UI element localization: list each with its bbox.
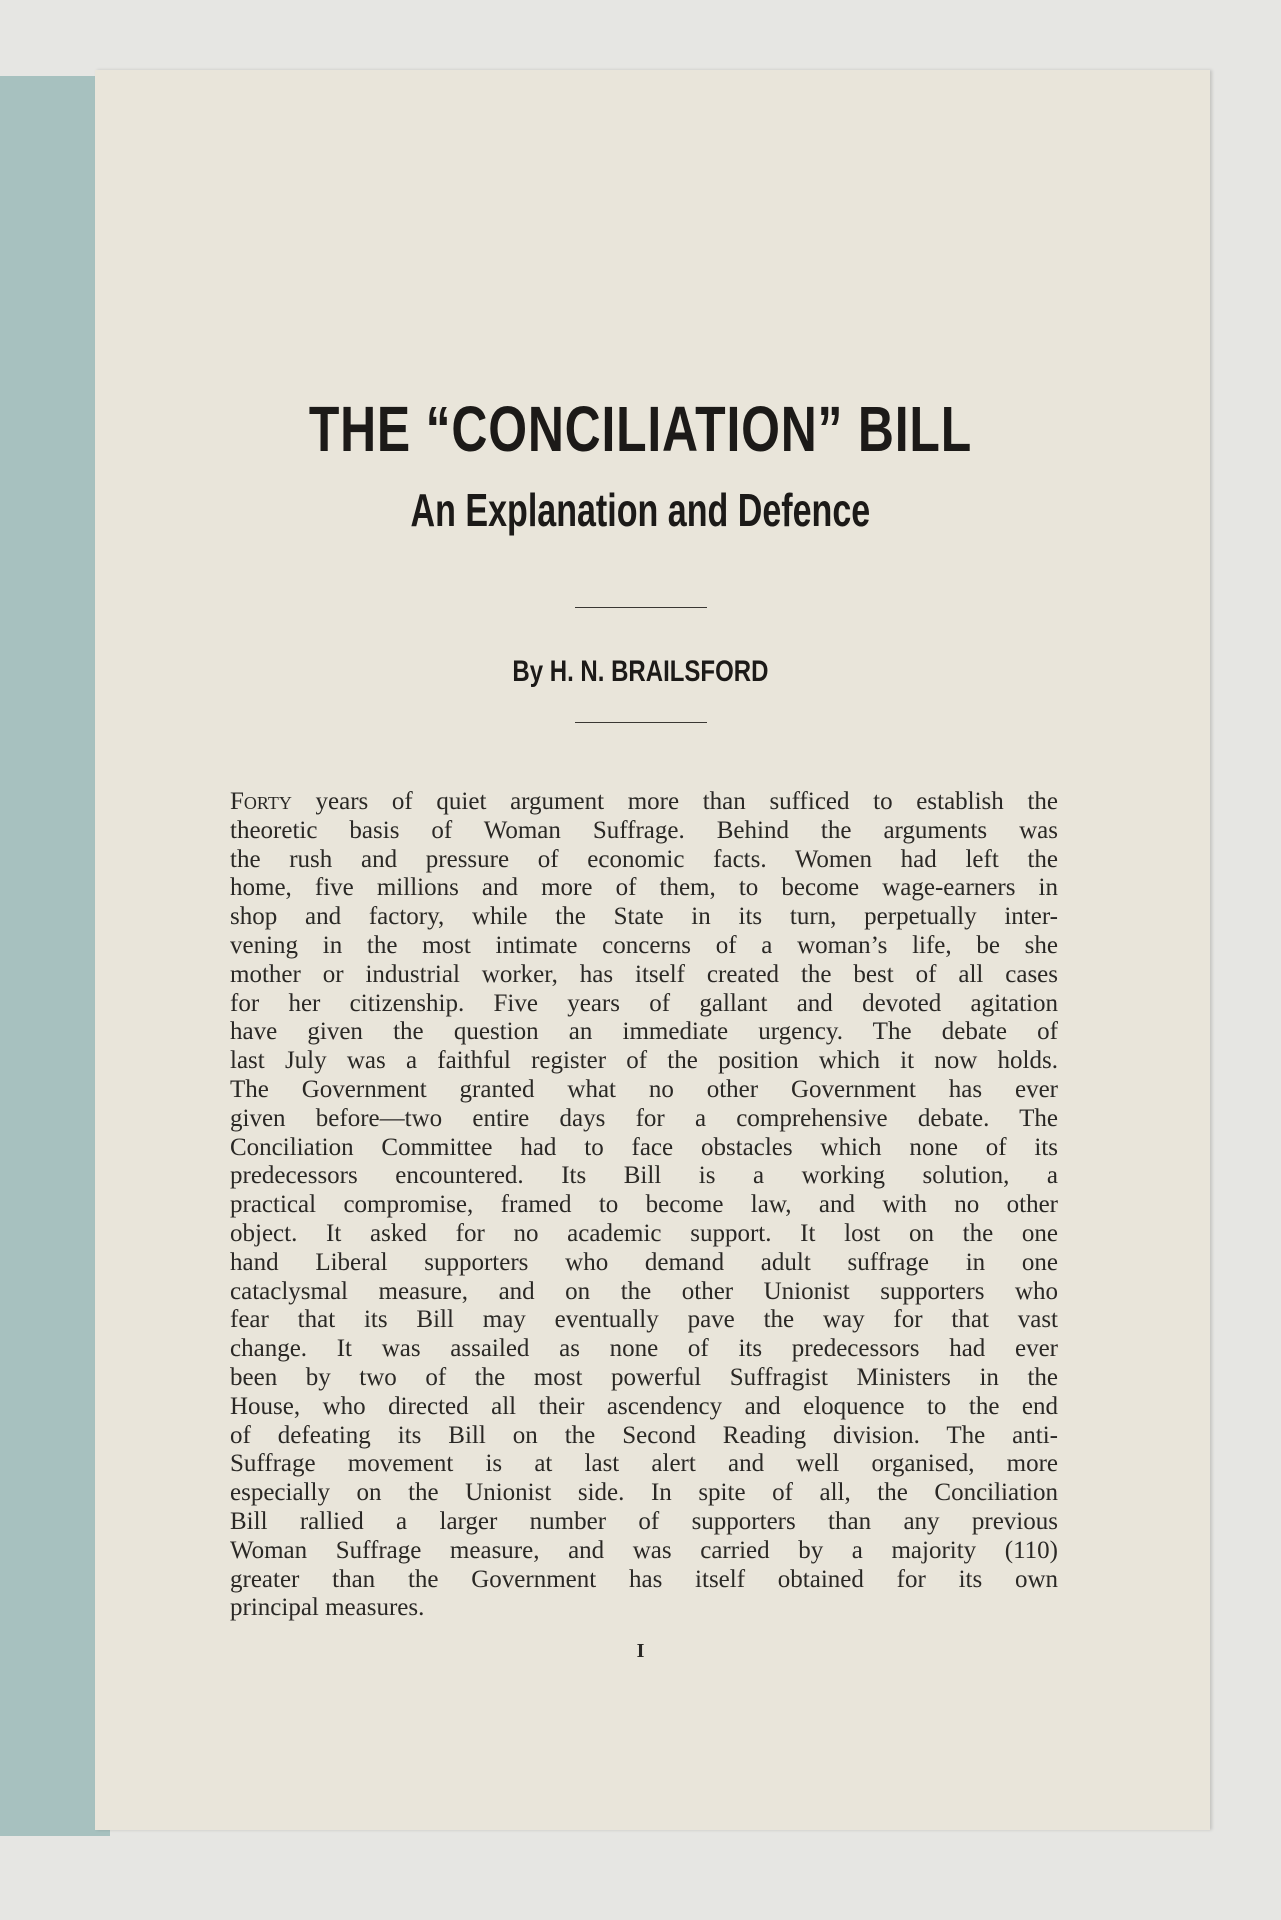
page-number: I (636, 1640, 645, 1662)
text-line (230, 1479, 1058, 1508)
line-text: last July was a faithful register of the position which it now holds. (230, 1047, 1058, 1075)
text-line (230, 1018, 1058, 1047)
first-word: Forty (230, 788, 292, 815)
line-text: Suffrage movement is at last alert and well organised, more (230, 1450, 1058, 1478)
text-line (230, 1594, 1058, 1623)
text-line (230, 903, 1058, 932)
line-text: of defeating its Bill on the Second Reading division. The anti- (230, 1421, 1058, 1449)
text-line (230, 1047, 1058, 1076)
document-title: THE “CONCILIATION” BILL (308, 393, 972, 465)
text-line (230, 1105, 1058, 1134)
divider-top (575, 607, 707, 608)
line-text: theoretic basis of Woman Suffrage. Behind the arguments was (230, 816, 1058, 844)
line-text: cataclysmal measure, and on the other Unionist supporters who (230, 1277, 1058, 1305)
text-line (230, 817, 1058, 846)
line-text: vening in the most intimate concerns of a woman’s life, be she (230, 931, 1058, 959)
line-text: Woman Suffrage measure, and was carried by a majority (110) (230, 1536, 1058, 1564)
text-line (230, 1249, 1058, 1278)
text-line (230, 1422, 1058, 1451)
text-line (230, 1191, 1058, 1220)
line-text: change. It was assailed as none of its predecessors had ever (230, 1335, 1058, 1363)
line-text: have given the question an immediate urgency. The debate of (230, 1018, 1058, 1046)
text-line (230, 1537, 1058, 1566)
line-text: practical compromise, framed to become law, and with no other (230, 1191, 1058, 1219)
line-text: been by two of the most powerful Suffragist Ministers in the (230, 1363, 1058, 1391)
author-byline: By H. N. BRAILSFORD (512, 655, 769, 688)
line-text: object. It asked for no academic support. It lost on the one (230, 1219, 1058, 1247)
text-line (230, 1393, 1058, 1422)
text-line (230, 1278, 1058, 1307)
line-text: shop and factory, while the State in its turn, perpetually inter- (230, 903, 1058, 931)
text-line (230, 1508, 1058, 1537)
line-text: mother or industrial worker, has itself created the best of all cases (230, 960, 1058, 988)
text-line (230, 990, 1058, 1019)
text-line (230, 874, 1058, 903)
text-line (230, 1566, 1058, 1595)
line-text: Bill rallied a larger number of supporters than any previous (230, 1507, 1058, 1535)
text-line (230, 932, 1058, 961)
line-text: principal measures. (230, 1594, 425, 1622)
text-line (230, 1162, 1058, 1191)
text-line (230, 1364, 1058, 1393)
line-text: especially on the Unionist side. In spite of all, the Conciliation (230, 1479, 1058, 1507)
line-text: given before—two entire days for a comprehensive debate. The (230, 1104, 1058, 1132)
text-line (230, 961, 1058, 990)
text-line (230, 1450, 1058, 1479)
divider-bottom (575, 722, 707, 723)
line-text: The Government granted what no other Government has ever (230, 1075, 1058, 1103)
body-paragraph (230, 788, 1058, 1623)
pamphlet-cover (0, 76, 110, 1836)
line-text: predecessors encountered. Its Bill is a working solution, a (230, 1162, 1058, 1190)
line-text: for her citizenship. Five years of gallant and devoted agitation (230, 989, 1058, 1017)
text-line (230, 1134, 1058, 1163)
line-text: hand Liberal supporters who demand adult suffrage in one (230, 1248, 1058, 1276)
text-line (230, 1306, 1058, 1335)
text-line (230, 788, 1058, 817)
line-text: the rush and pressure of economic facts. Women had left the (230, 845, 1058, 873)
text-line (230, 1076, 1058, 1105)
text-line (230, 1220, 1058, 1249)
line-text: home, five millions and more of them, to become wage-earners in (230, 874, 1058, 902)
text-line (230, 846, 1058, 875)
line-text: years of quiet argument more than sufficed to establish the (291, 788, 1058, 815)
line-text: Conciliation Committee had to face obstacles which none of its (230, 1133, 1058, 1161)
line-text: House, who directed all their ascendency and eloquence to the end (230, 1392, 1058, 1420)
line-text: greater than the Government has itself obtained for its own (230, 1565, 1058, 1593)
document-subtitle: An Explanation and Defence (410, 484, 871, 536)
text-line (230, 1335, 1058, 1364)
line-text: fear that its Bill may eventually pave the way for that vast (230, 1306, 1058, 1334)
